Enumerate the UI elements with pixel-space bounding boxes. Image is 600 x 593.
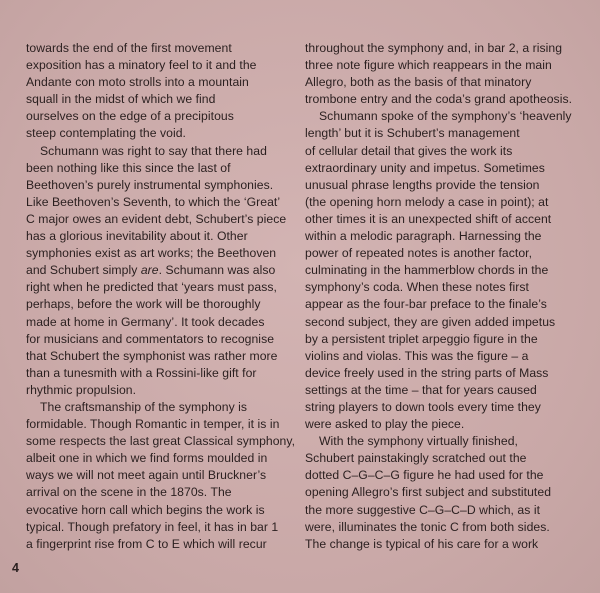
text-line: a fingerprint rise from C to E which will recur	[26, 536, 267, 551]
text-line: The craftsmanship of the symphony is	[40, 399, 248, 414]
text-line: Schumann spoke of the symphony’s ‘heavenly	[319, 109, 572, 124]
text-line: throughout the symphony and, in bar 2, a rising	[305, 41, 563, 55]
text-line: C major owes an evident debt, Schubert’s piece	[26, 211, 287, 226]
text-line: violins and violas. This was the figure – a	[305, 348, 529, 363]
text-line: perhaps, before the work will be thoroughly	[26, 297, 261, 312]
text-line: Andante con moto strolls into a mountain	[26, 75, 249, 90]
text-line: symphony’s coda. When these notes first	[305, 280, 529, 295]
text-line: been nothing like this since the last of	[26, 160, 231, 175]
text-line: With the symphony virtually finished,	[319, 434, 518, 449]
text-line: steep contemplating the void.	[26, 126, 186, 141]
text-line: Beethoven’s purely instrumental symphonies.	[26, 177, 274, 192]
text-line: dotted C–G–C–G figure he had used for the	[305, 468, 544, 483]
text-line: formidable. Though Romantic in temper, it is in	[26, 417, 280, 432]
text-line: and Schubert simply are. Schumann was also	[26, 263, 276, 278]
left-column	[26, 40, 296, 553]
text-line: ways we will not meet again until Bruckner’s	[26, 468, 267, 483]
text-line: by a persistent triplet arpeggio figure in the	[305, 331, 538, 346]
text-line: culminating in the hammerblow chords in the	[305, 263, 549, 278]
text-line: The change is typical of his care for a work	[305, 536, 539, 551]
text-line: settings at the time – that for years caused	[305, 382, 537, 397]
text-line: squall in the midst of which we find	[26, 92, 216, 107]
text-line: of cellular detail that gives the work its	[305, 143, 513, 158]
text-line: some respects the last great Classical symphony,	[26, 434, 296, 449]
text-line: made at home in Germany’. It took decades	[26, 314, 265, 329]
text-line: extraordinary unity and impetus. Sometimes	[305, 160, 545, 175]
text-line: three note figure which reappears in the main	[305, 58, 552, 73]
text-line: ourselves on the edge of a precipitous	[26, 109, 234, 124]
text-line: exposition has a minatory feel to it and the	[26, 58, 257, 73]
text-line: were asked to play the piece.	[305, 417, 465, 432]
text-line: were, illuminates the tonic C from both sides.	[305, 519, 550, 534]
text-line: Schumann was right to say that there had	[40, 143, 267, 158]
text-line: power of repeated notes is another factor,	[305, 246, 533, 261]
text-line: arrival on the scene in the 1870s. The	[26, 485, 232, 500]
text-line: Like Beethoven’s Seventh, to which the ‘Great’	[26, 194, 281, 209]
right-column	[305, 40, 573, 553]
text-line: within a melodic paragraph. Harnessing the	[305, 229, 542, 244]
text-line: rhythmic propulsion.	[26, 382, 137, 397]
text-line: Schubert painstakingly scratched out the	[305, 451, 527, 466]
text-line: the more suggestive C–G–C–D which, as it	[305, 502, 541, 517]
text-line: opening Allegro’s first subject and substituted	[305, 485, 552, 500]
text-line: other times it is an unexpected shift of accent	[305, 211, 552, 226]
text-line: evocative horn call which begins the work is	[26, 502, 265, 517]
text-line: appear as the four-bar preface to the finale’s	[305, 297, 547, 312]
text-line: Allegro, both as the basis of that minatory	[305, 75, 532, 90]
text-line: for musicians and commentators to recognise	[26, 331, 275, 346]
text-line: length’ but it is Schubert’s management	[305, 126, 520, 141]
text-line: trombone entry and the coda’s grand apotheosis.	[305, 92, 573, 107]
text-line: (the opening horn melody a case in point); at	[305, 194, 549, 209]
text-line: albeit one in which we find forms moulded in	[26, 451, 268, 466]
page-number: 4	[12, 561, 19, 575]
text-line: that Schubert the symphonist was rather more	[26, 348, 278, 363]
text-line: second subject, they are given added impetus	[305, 314, 556, 329]
text-line: towards the end of the first movement	[26, 41, 232, 55]
text-line: than a tunesmith with a Rossini-like gift for	[26, 365, 257, 380]
text-line: string players to down tools every time they	[305, 399, 541, 414]
text-line: unusual phrase lengths provide the tension	[305, 177, 540, 192]
text-line: typical. Though prefatory in feel, it has in bar 1	[26, 519, 279, 534]
text-line: right when he predicted that ‘years must pass,	[26, 280, 277, 295]
text-line: device freely used in the string parts of Mass	[305, 365, 549, 380]
text-line: has a glorious inevitability about it. Other	[26, 229, 248, 244]
text-line: symphonies exist as art works; the Beethoven	[26, 246, 277, 261]
